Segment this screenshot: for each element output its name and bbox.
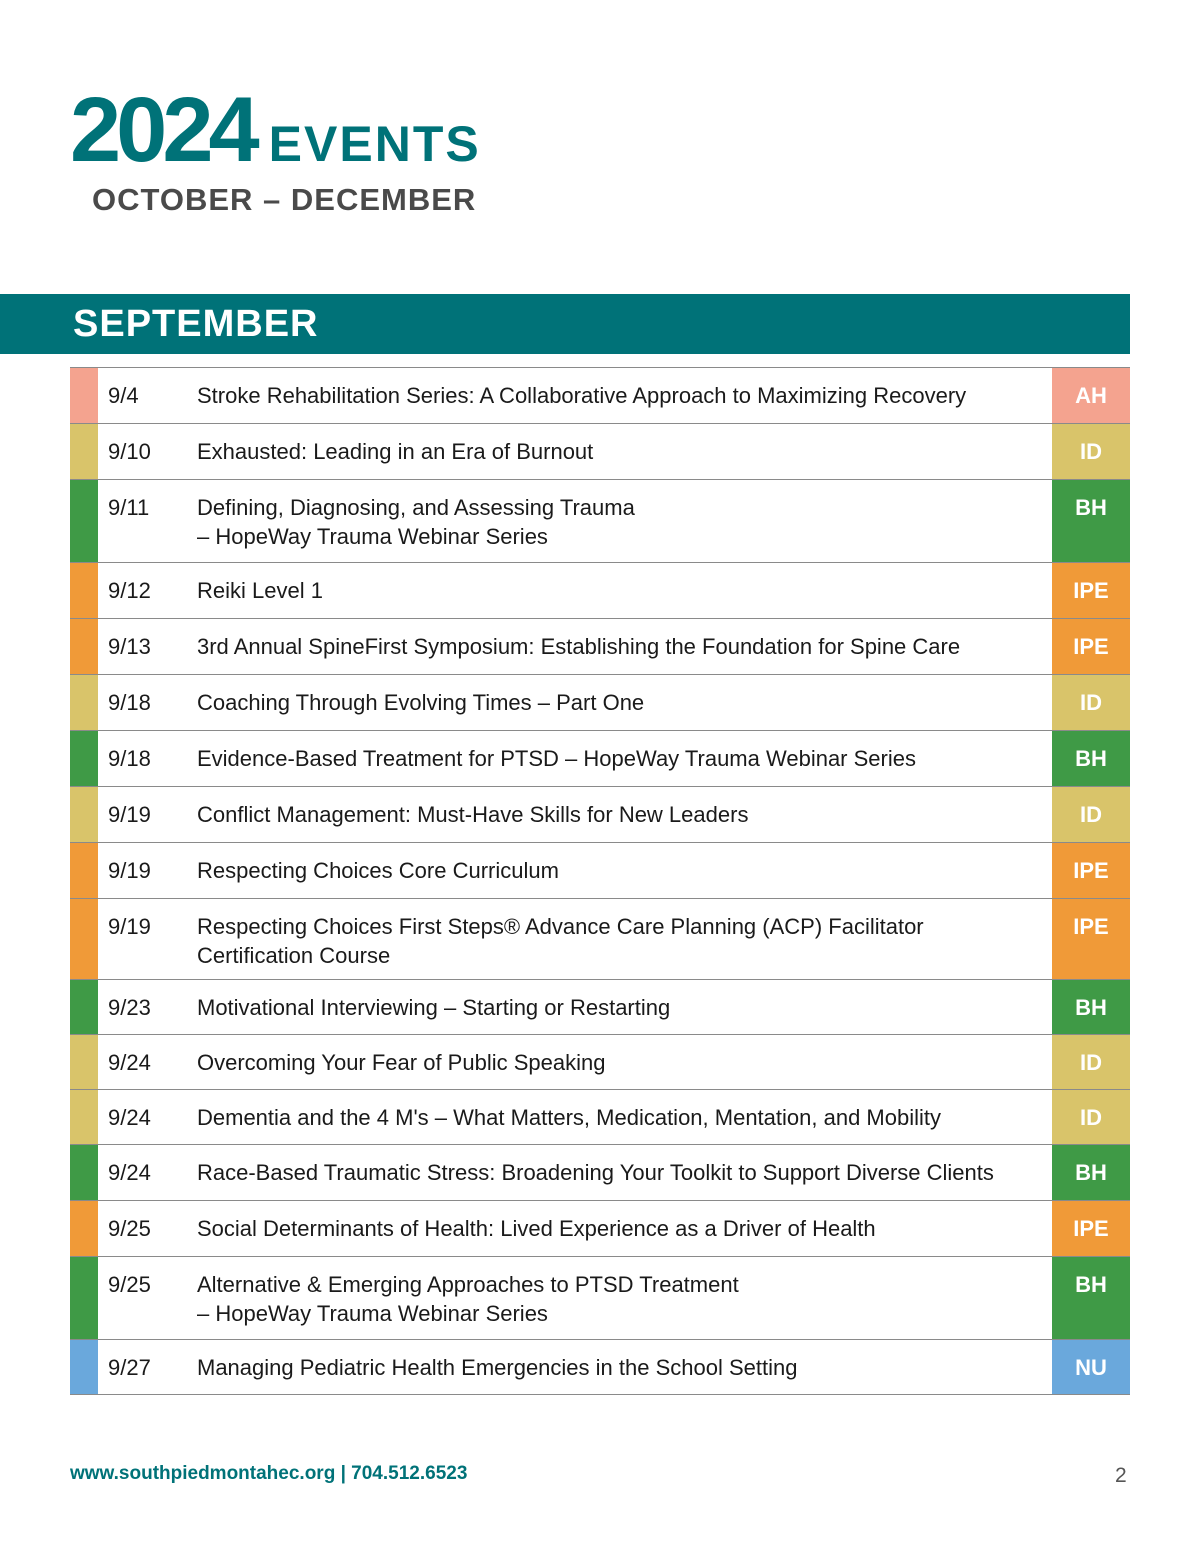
category-tag: IPE xyxy=(1052,563,1130,618)
event-title xyxy=(197,1201,1052,1256)
event-title-line: Exhausted: Leading in an Era of Burnout xyxy=(197,439,594,464)
event-date: 9/25 xyxy=(108,1272,151,1297)
event-title xyxy=(197,480,1052,562)
event-title xyxy=(197,675,1052,730)
category-stripe xyxy=(70,1257,98,1339)
header-year: 2024 xyxy=(70,79,255,181)
event-row xyxy=(70,1090,1130,1145)
event-title xyxy=(197,368,1052,423)
event-title xyxy=(197,563,1052,618)
category-stripe xyxy=(70,424,98,479)
category-tag: ID xyxy=(1052,675,1130,730)
category-stripe xyxy=(70,980,98,1034)
event-date: 9/18 xyxy=(108,746,151,771)
event-title-line: Defining, Diagnosing, and Assessing Trauma xyxy=(197,495,635,520)
category-tag: IPE xyxy=(1052,1201,1130,1256)
category-stripe xyxy=(70,563,98,618)
event-row xyxy=(70,980,1130,1035)
category-stripe xyxy=(70,1035,98,1089)
event-date: 9/23 xyxy=(108,995,151,1020)
category-stripe xyxy=(70,787,98,842)
event-row xyxy=(70,1145,1130,1201)
month-banner xyxy=(0,294,1130,354)
event-title xyxy=(197,424,1052,479)
event-title xyxy=(197,843,1052,898)
category-stripe xyxy=(70,619,98,674)
event-title-line: Respecting Choices First Steps® Advance Care Planning (ACP) Facilitator xyxy=(197,914,924,939)
event-row xyxy=(70,1257,1130,1340)
event-date: 9/10 xyxy=(108,439,151,464)
category-stripe xyxy=(70,1201,98,1256)
event-date: 9/11 xyxy=(108,495,150,520)
event-title xyxy=(197,899,1052,979)
category-tag: BH xyxy=(1052,731,1130,786)
event-date: 9/24 xyxy=(108,1160,151,1185)
category-tag: AH xyxy=(1052,368,1130,423)
event-title-line: Reiki Level 1 xyxy=(197,578,323,603)
event-row xyxy=(70,843,1130,899)
category-tag: ID xyxy=(1052,424,1130,479)
event-row xyxy=(70,1201,1130,1257)
event-title-line: Social Determinants of Health: Lived Experience as a Driver of Health xyxy=(197,1216,876,1241)
event-title xyxy=(197,787,1052,842)
category-stripe xyxy=(70,731,98,786)
event-title xyxy=(197,980,1052,1034)
event-title-line: Respecting Choices Core Curriculum xyxy=(197,858,559,883)
event-row xyxy=(70,368,1130,424)
event-date: 9/27 xyxy=(108,1355,151,1380)
event-title xyxy=(197,1090,1052,1144)
category-stripe xyxy=(70,480,98,562)
event-date: 9/18 xyxy=(108,690,151,715)
category-stripe xyxy=(70,1145,98,1200)
event-row xyxy=(70,675,1130,731)
category-tag: ID xyxy=(1052,1090,1130,1144)
event-title-line-2: Certification Course xyxy=(197,943,391,968)
page-header xyxy=(70,79,481,181)
event-row xyxy=(70,480,1130,563)
category-tag: IPE xyxy=(1052,843,1130,898)
header-events: EVENTS xyxy=(268,116,481,172)
event-title xyxy=(197,1340,1052,1394)
event-row xyxy=(70,1035,1130,1090)
category-tag: BH xyxy=(1052,980,1130,1034)
event-title xyxy=(197,1035,1052,1089)
event-row xyxy=(70,731,1130,787)
event-title xyxy=(197,1257,1052,1339)
event-row xyxy=(70,899,1130,980)
event-title-line: Evidence-Based Treatment for PTSD – HopeWay Trauma Webinar Series xyxy=(197,746,916,771)
event-date: 9/12 xyxy=(108,578,151,603)
event-title-line: Motivational Interviewing – Starting or Restarting xyxy=(197,995,671,1020)
event-row xyxy=(70,787,1130,843)
category-stripe xyxy=(70,368,98,423)
event-title-line: Alternative & Emerging Approaches to PTSD Treatment xyxy=(197,1272,739,1297)
event-date: 9/19 xyxy=(108,858,151,883)
event-date: 9/25 xyxy=(108,1216,151,1241)
category-tag: NU xyxy=(1052,1340,1130,1394)
event-title-line: Stroke Rehabilitation Series: A Collaborative Approach to Maximizing Recovery xyxy=(197,383,967,408)
event-date: 9/19 xyxy=(108,914,151,939)
footer-contact[interactable]: www.southpiedmontahec.org | 704.512.6523 xyxy=(70,1463,468,1484)
category-stripe xyxy=(70,1340,98,1394)
event-date: 9/13 xyxy=(108,634,151,659)
category-tag: ID xyxy=(1052,1035,1130,1089)
event-title-line: Race-Based Traumatic Stress: Broadening Your Toolkit to Support Diverse Clients xyxy=(197,1160,994,1185)
events-table xyxy=(70,367,1130,1395)
page-number: 2 xyxy=(1115,1464,1127,1487)
category-stripe xyxy=(70,899,98,979)
event-title-line-2: – HopeWay Trauma Webinar Series xyxy=(197,524,548,549)
month-title: SEPTEMBER xyxy=(73,303,319,345)
category-tag: BH xyxy=(1052,1145,1130,1200)
category-tag: IPE xyxy=(1052,899,1130,979)
event-date: 9/24 xyxy=(108,1105,151,1130)
category-tag: ID xyxy=(1052,787,1130,842)
event-title-line: Managing Pediatric Health Emergencies in the School Setting xyxy=(197,1355,798,1380)
event-row xyxy=(70,619,1130,675)
event-date: 9/4 xyxy=(108,383,139,408)
event-date: 9/19 xyxy=(108,802,151,827)
event-title-line: Coaching Through Evolving Times – Part One xyxy=(197,690,645,715)
event-title xyxy=(197,1145,1052,1200)
event-title-line: Overcoming Your Fear of Public Speaking xyxy=(197,1050,606,1075)
event-title-line: 3rd Annual SpineFirst Symposium: Establishing the Foundation for Spine Care xyxy=(197,634,961,659)
event-title-line: Conflict Management: Must-Have Skills for New Leaders xyxy=(197,802,749,827)
category-stripe xyxy=(70,843,98,898)
event-row xyxy=(70,1340,1130,1395)
event-title-line: Dementia and the 4 M's – What Matters, Medication, Mentation, and Mobility xyxy=(197,1105,941,1130)
category-stripe xyxy=(70,1090,98,1144)
header-date-range: OCTOBER – DECEMBER xyxy=(92,182,477,217)
event-row xyxy=(70,424,1130,480)
event-row xyxy=(70,563,1130,619)
event-title xyxy=(197,619,1052,674)
category-tag: BH xyxy=(1052,1257,1130,1339)
category-tag: IPE xyxy=(1052,619,1130,674)
category-stripe xyxy=(70,675,98,730)
event-title-line-2: – HopeWay Trauma Webinar Series xyxy=(197,1301,548,1326)
event-title xyxy=(197,731,1052,786)
event-date: 9/24 xyxy=(108,1050,151,1075)
category-tag: BH xyxy=(1052,480,1130,562)
